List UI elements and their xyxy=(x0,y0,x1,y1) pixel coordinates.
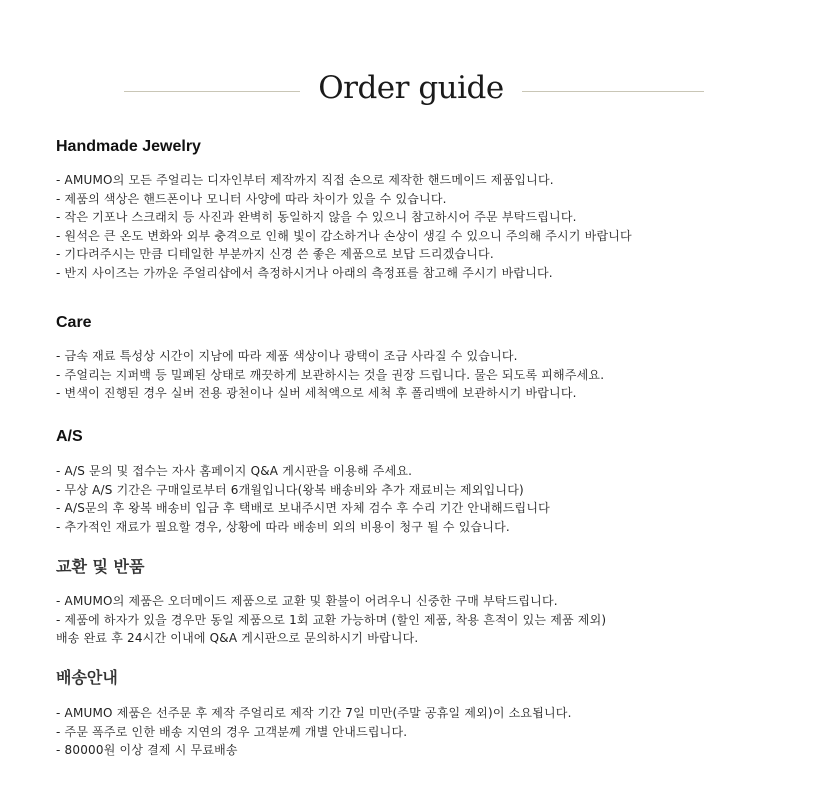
guide-line: - 금속 재료 특성상 시간이 지남에 따라 제품 색상이나 광택이 조금 사라질 수 있습니다. xyxy=(56,349,518,363)
section-title: Handmade Jewelry xyxy=(56,138,201,155)
section-title: 교환 및 반품 xyxy=(56,557,145,576)
guide-line: - 반지 사이즈는 가까운 주얼리샵에서 측정하시거나 아래의 측정표를 참고해 주시기 바랍니다. xyxy=(56,265,553,280)
section-lines xyxy=(56,347,816,403)
guide-line: 배송 완료 후 24시간 이내에 Q&A 게시판으로 문의하시기 바랍니다. xyxy=(56,631,419,645)
guide-line: - AMUMO의 모든 주얼리는 디자인부터 제작까지 직접 손으로 제작한 핸드메이드 제품입니다. xyxy=(56,173,554,187)
header-divider-right xyxy=(522,91,704,92)
guide-line: - 제품의 색상은 핸드폰이나 모니터 사양에 따라 차이가 있을 수 있습니다. xyxy=(56,191,447,206)
section-lines xyxy=(56,704,816,760)
section-lines xyxy=(56,592,816,648)
section-exchange-return xyxy=(56,557,816,648)
section-title: A/S xyxy=(56,428,83,445)
guide-line: - 변색이 진행된 경우 실버 전용 광천이나 실버 세척액으로 세척 후 폴리백에 보관하시기 바랍니다. xyxy=(56,386,577,400)
section-lines xyxy=(56,462,816,536)
header-divider-left xyxy=(124,91,300,92)
section-lines xyxy=(56,171,816,282)
section-care xyxy=(56,313,816,403)
page-title: Order guide xyxy=(318,70,504,106)
guide-line: - AMUMO의 제품은 오더메이드 제품으로 교환 및 환불이 어려우니 신중한 구매 부탁드립니다. xyxy=(56,594,558,608)
page-header xyxy=(0,66,828,116)
section-title: Care xyxy=(56,314,92,331)
guide-line: - 기다려주시는 만큼 디테일한 부분까지 신경 쓴 좋은 제품으로 보답 드리겠습니다. xyxy=(56,247,494,261)
section-title: 배송안내 xyxy=(56,668,118,687)
section-handmade-jewelry xyxy=(56,137,816,282)
guide-line: - 작은 기포나 스크래치 등 사진과 완벽히 동일하지 않을 수 있으니 참고하시어 주문 부탁드립니다. xyxy=(56,210,577,224)
guide-line: - AMUMO 제품은 선주문 후 제작 주얼리로 제작 기간 7일 미만(주말 공휴일 제외)이 소요됩니다. xyxy=(56,706,572,720)
guide-line: - 주문 폭주로 인한 배송 지연의 경우 고객분께 개별 안내드립니다. xyxy=(56,724,408,739)
guide-line: - 주얼리는 지퍼백 등 밀폐된 상태로 깨끗하게 보관하시는 것을 권장 드립니다. 물은 되도록 피해주세요. xyxy=(56,367,605,382)
guide-line: - 제품에 하자가 있을 경우만 동일 제품으로 1회 교환 가능하며 (할인 제품, 착용 흔적이 있는 제품 제외) xyxy=(56,612,607,627)
guide-line: - A/S문의 후 왕복 배송비 입금 후 택배로 보내주시면 자체 검수 후 수리 기간 안내해드립니다 xyxy=(56,501,550,515)
guide-line: - 추가적인 재료가 필요할 경우, 상황에 따라 배송비 외의 비용이 청구 될 수 있습니다. xyxy=(56,519,510,534)
guide-line: - 무상 A/S 기간은 구매일로부터 6개월입니다(왕복 배송비와 추가 재료비는 제외입니다) xyxy=(56,482,524,497)
guide-line: - 80000원 이상 결제 시 무료배송 xyxy=(56,743,238,757)
guide-line: - A/S 문의 및 접수는 자사 홈페이지 Q&A 게시판을 이용해 주세요. xyxy=(56,464,413,478)
section-shipping xyxy=(56,668,816,760)
section-as xyxy=(56,427,816,536)
guide-line: - 원석은 큰 온도 변화와 외부 충격으로 인해 빛이 감소하거나 손상이 생길 수 있으니 주의해 주시기 바랍니다 xyxy=(56,228,632,243)
